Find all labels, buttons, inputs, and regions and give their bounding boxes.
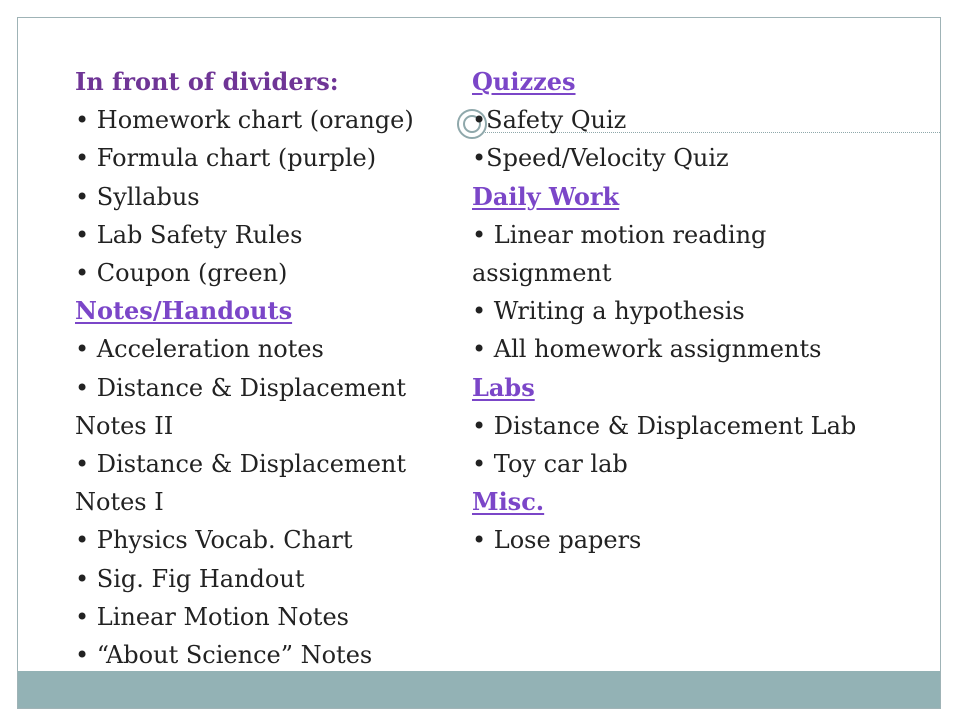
front-of-dividers-heading: In front of dividers:	[75, 67, 339, 96]
list-item: • Acceleration notes	[75, 335, 324, 364]
list-item: • Toy car lab	[472, 450, 628, 479]
quizzes-link[interactable]: Quizzes	[472, 67, 576, 96]
list-item: • Physics Vocab. Chart	[75, 526, 353, 555]
list-item: • Writing a hypothesis	[472, 297, 745, 326]
notes-list	[75, 330, 465, 674]
list-item: • Distance & Displacement Notes I	[75, 450, 406, 517]
list-item: • Distance & Displacement Lab	[472, 411, 857, 440]
list-item: • Sig. Fig Handout	[75, 564, 305, 593]
list-item: • Linear motion reading assignment	[472, 220, 767, 288]
list-item: • Formula chart (purple)	[75, 144, 377, 173]
front-list	[75, 101, 465, 292]
list-item: • Lab Safety Rules	[75, 220, 303, 249]
right-column	[472, 63, 882, 560]
misc-link[interactable]: Misc.	[472, 487, 545, 517]
list-item: • Lose papers	[472, 526, 642, 555]
daily-work-link[interactable]: Daily Work	[472, 181, 620, 211]
list-item: • “About Science” Notes	[75, 641, 373, 670]
left-column	[75, 63, 465, 674]
list-item: • Coupon (green)	[75, 259, 288, 288]
list-item: •Safety Quiz	[472, 106, 627, 135]
list-item: • Linear Motion Notes	[75, 602, 349, 631]
list-item: • Homework chart (orange)	[75, 106, 414, 135]
list-item: • Distance & Displacement Notes II	[75, 373, 406, 440]
list-item: •Speed/Velocity Quiz	[472, 144, 729, 173]
footer-bar	[18, 671, 940, 708]
labs-link[interactable]: Labs	[472, 372, 535, 402]
notes-handouts-link[interactable]: Notes/Handouts	[75, 296, 293, 326]
list-item: • All homework assignments	[472, 335, 822, 364]
list-item: • Syllabus	[75, 182, 200, 211]
